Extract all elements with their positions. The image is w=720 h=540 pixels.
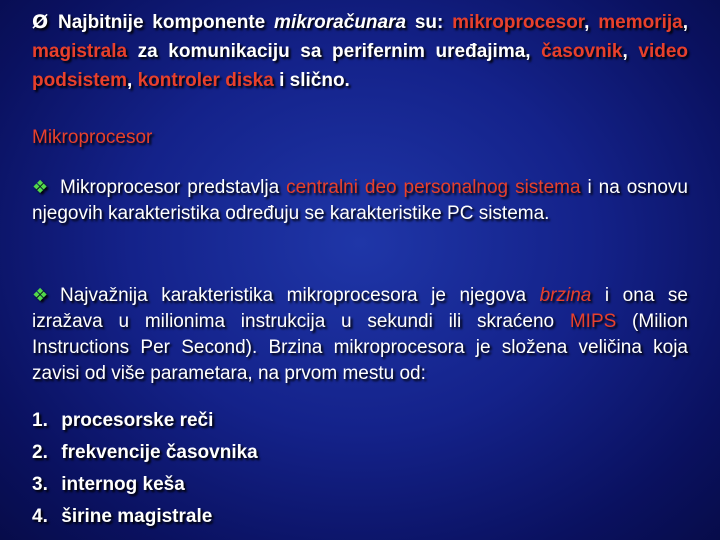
intro-separator: , [584,12,599,33]
intro-component: video podsistem [32,41,688,91]
intro-separator: , [622,41,639,62]
list-number: 1. [32,410,48,431]
paragraph-highlight: centralni deo personalnog sistema [286,177,581,198]
list-text: procesorske reči [61,410,214,431]
paragraph-text: Mikroprocesor predstavlja [60,177,287,198]
intro-component: magistrala [32,41,128,62]
list-number: 2. [32,442,48,463]
intro-text: su: [406,12,453,33]
diamond-bullet-icon: ❖ [32,285,49,306]
list-item [32,469,258,501]
intro-component: kontroler diska [137,70,274,91]
paragraph-definition [32,175,688,227]
list-text: internog keša [61,474,185,495]
intro-text: i slično. [273,70,350,91]
intro-text: Najbitnije komponente [58,12,275,33]
intro-component: memorija [598,12,683,33]
paragraph-text: i na osnovu njegovih karakteristika određuju se karakteristike PC sistema. [32,177,688,224]
list-number: 3. [32,474,48,495]
intro-text: za komunikaciju sa perifernim uređajima, [127,41,542,62]
intro-component: časovnik [541,41,623,62]
section-heading: Mikroprocesor [32,127,153,148]
list-number: 4. [32,506,48,527]
paragraph-text: (Milion Instructions Per Second). Brzina mikroprocesora je složena veličina koja zavisi od više parametara, na prvom mestu od: [32,311,688,384]
diamond-bullet-icon: ❖ [32,177,49,198]
intro-component: mikroprocesor [452,12,585,33]
paragraph-text: i ona se izražava u milionima instrukcija u sekundi ili skraćeno [32,285,688,332]
paragraph-speed [32,283,688,387]
list-item [32,405,258,437]
intro-paragraph [32,8,688,95]
paragraph-text: Najvažnija karakteristika mikroprocesora je njegova [60,285,540,306]
arrow-bullet-icon: Ø [32,11,49,33]
intro-term: mikroračunara [274,12,407,33]
intro-separator: , [127,70,138,91]
list-item [32,501,258,533]
list-text: frekvencije časovnika [61,442,258,463]
list-item [32,437,258,469]
paragraph-highlight: MIPS [569,311,617,332]
list-text: širine magistrale [61,506,213,527]
paragraph-highlight: brzina [539,285,592,306]
intro-separator: , [682,12,688,33]
parameter-list [32,405,258,533]
